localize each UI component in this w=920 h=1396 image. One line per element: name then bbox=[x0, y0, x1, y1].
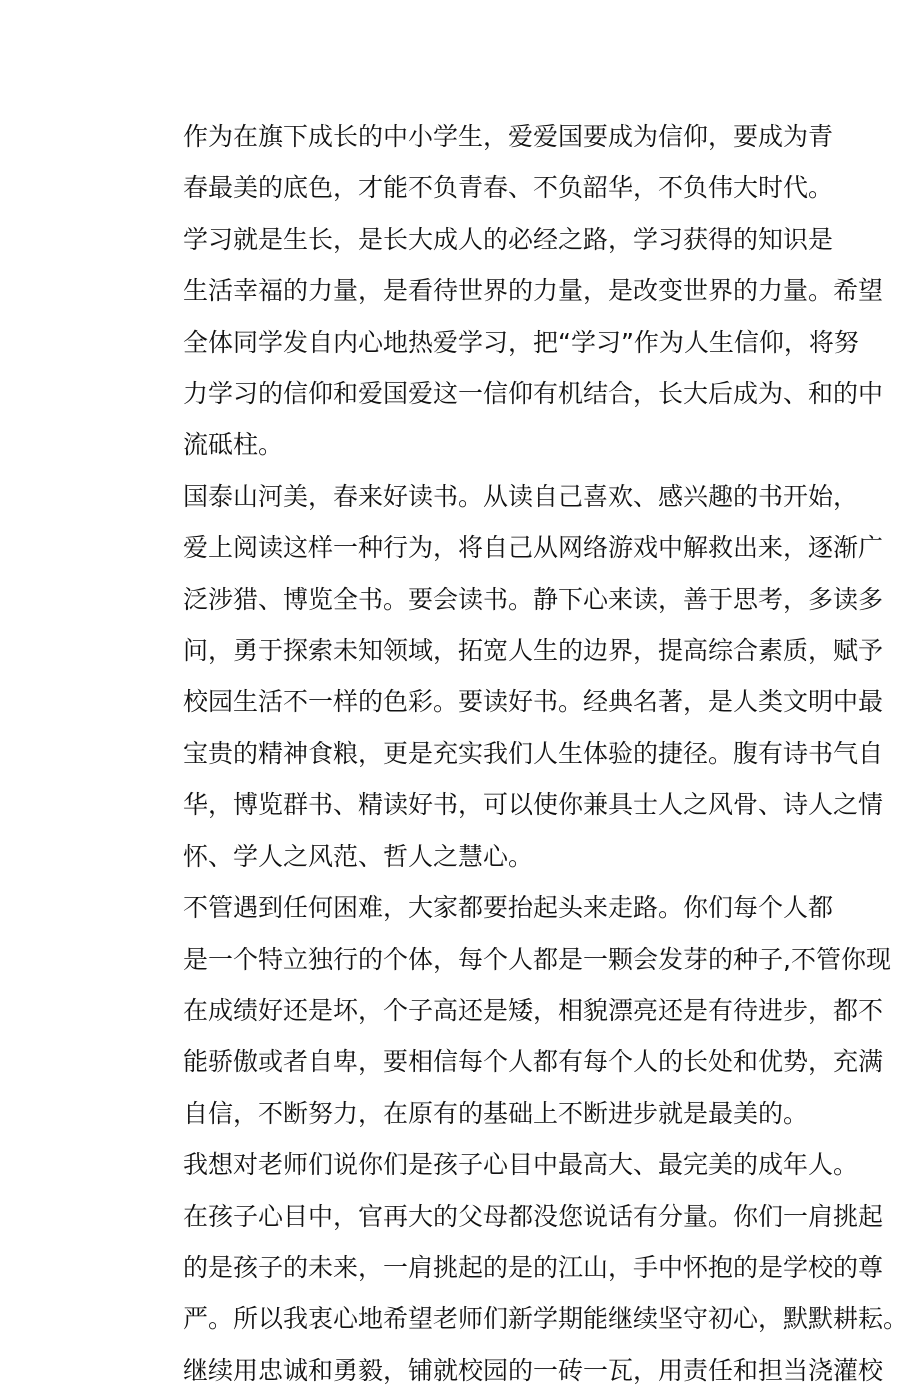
text-line: 的是孩子的未来，一肩挑起的是的江山，手中怀抱的是学校的尊 bbox=[183, 1252, 884, 1282]
text-line: 学习就是生长，是长大成人的必经之路，学习获得的知识是 bbox=[183, 224, 834, 254]
text-line: 不管遇到任何困难，大家都要抬起头来走路。你们每个人都 bbox=[183, 893, 834, 923]
text-line: 春最美的底色，才能不负青春、不负韶华，不负伟大时代。 bbox=[183, 173, 834, 203]
text-line: 生活幸福的力量，是看待世界的力量，是改变世界的力量。希望 bbox=[183, 276, 884, 306]
text-line: 流砥柱。 bbox=[183, 430, 284, 460]
text-line: 爱上阅读这样一种行为，将自己从网络游戏中解救出来，逐渐广 bbox=[183, 533, 884, 563]
text-line: 在成绩好还是坏，个子高还是矮，相貌漂亮还是有待进步，都不 bbox=[183, 995, 884, 1025]
text-line: 问，勇于探索未知领域，拓宽人生的边界，提高综合素质，赋予 bbox=[183, 636, 884, 666]
text-line: 自信，不断努力，在原有的基础上不断进步就是最美的。 bbox=[183, 1098, 809, 1128]
text-line: 宝贵的精神食粮，更是充实我们人生体验的捷径。腹有诗书气自 bbox=[183, 738, 884, 768]
text-line: 校园生活不一样的色彩。要读好书。经典名著，是人类文明中最 bbox=[183, 687, 884, 717]
text-line: 全体同学发自内心地热爱学习，把“学习”作为人生信仰，将努 bbox=[183, 327, 859, 357]
paragraph bbox=[133, 111, 834, 214]
paragraph bbox=[133, 882, 891, 1139]
text-line: 在孩子心目中，官再大的父母都没您说话有分量。你们一肩挑起 bbox=[183, 1201, 884, 1231]
text-line: 华，博览群书、精读好书，可以使你兼具士人之风骨、诗人之情 bbox=[183, 790, 884, 820]
text-line: 我想对老师们说你们是孩子心目中最高大、最完美的成年人。 bbox=[183, 1150, 859, 1180]
text-line: 作为在旗下成长的中小学生，爱爱国要成为信仰，要成为青 bbox=[183, 122, 834, 151]
text-line: 是一个特立独行的个体，每个人都是一颗会发芽的种子,不管你现 bbox=[183, 944, 891, 974]
text-line: 力学习的信仰和爱国爱这一信仰有机结合，长大后成为、和的中 bbox=[183, 379, 884, 409]
paragraph bbox=[133, 1139, 909, 1396]
document-body bbox=[133, 111, 909, 1396]
text-line: 继续用忠诚和勇毅，铺就校园的一砖一瓦，用责任和担当浇灌校 bbox=[183, 1355, 884, 1385]
paragraph bbox=[133, 471, 884, 882]
text-line: 泛涉猎、博览全书。要会读书。静下心来读，善于思考，多读多 bbox=[183, 584, 884, 614]
paragraph bbox=[133, 214, 884, 471]
text-line: 能骄傲或者自卑，要相信每个人都有每个人的长处和优势，充满 bbox=[183, 1047, 884, 1077]
text-line: 国泰山河美，春来好读书。从读自己喜欢、感兴趣的书开始， bbox=[183, 481, 859, 511]
text-line: 严。所以我衷心地希望老师们新学期能继续坚守初心，默默耕耘。 bbox=[183, 1304, 909, 1334]
text-line: 怀、学人之风范、哲人之慧心。 bbox=[183, 841, 534, 871]
